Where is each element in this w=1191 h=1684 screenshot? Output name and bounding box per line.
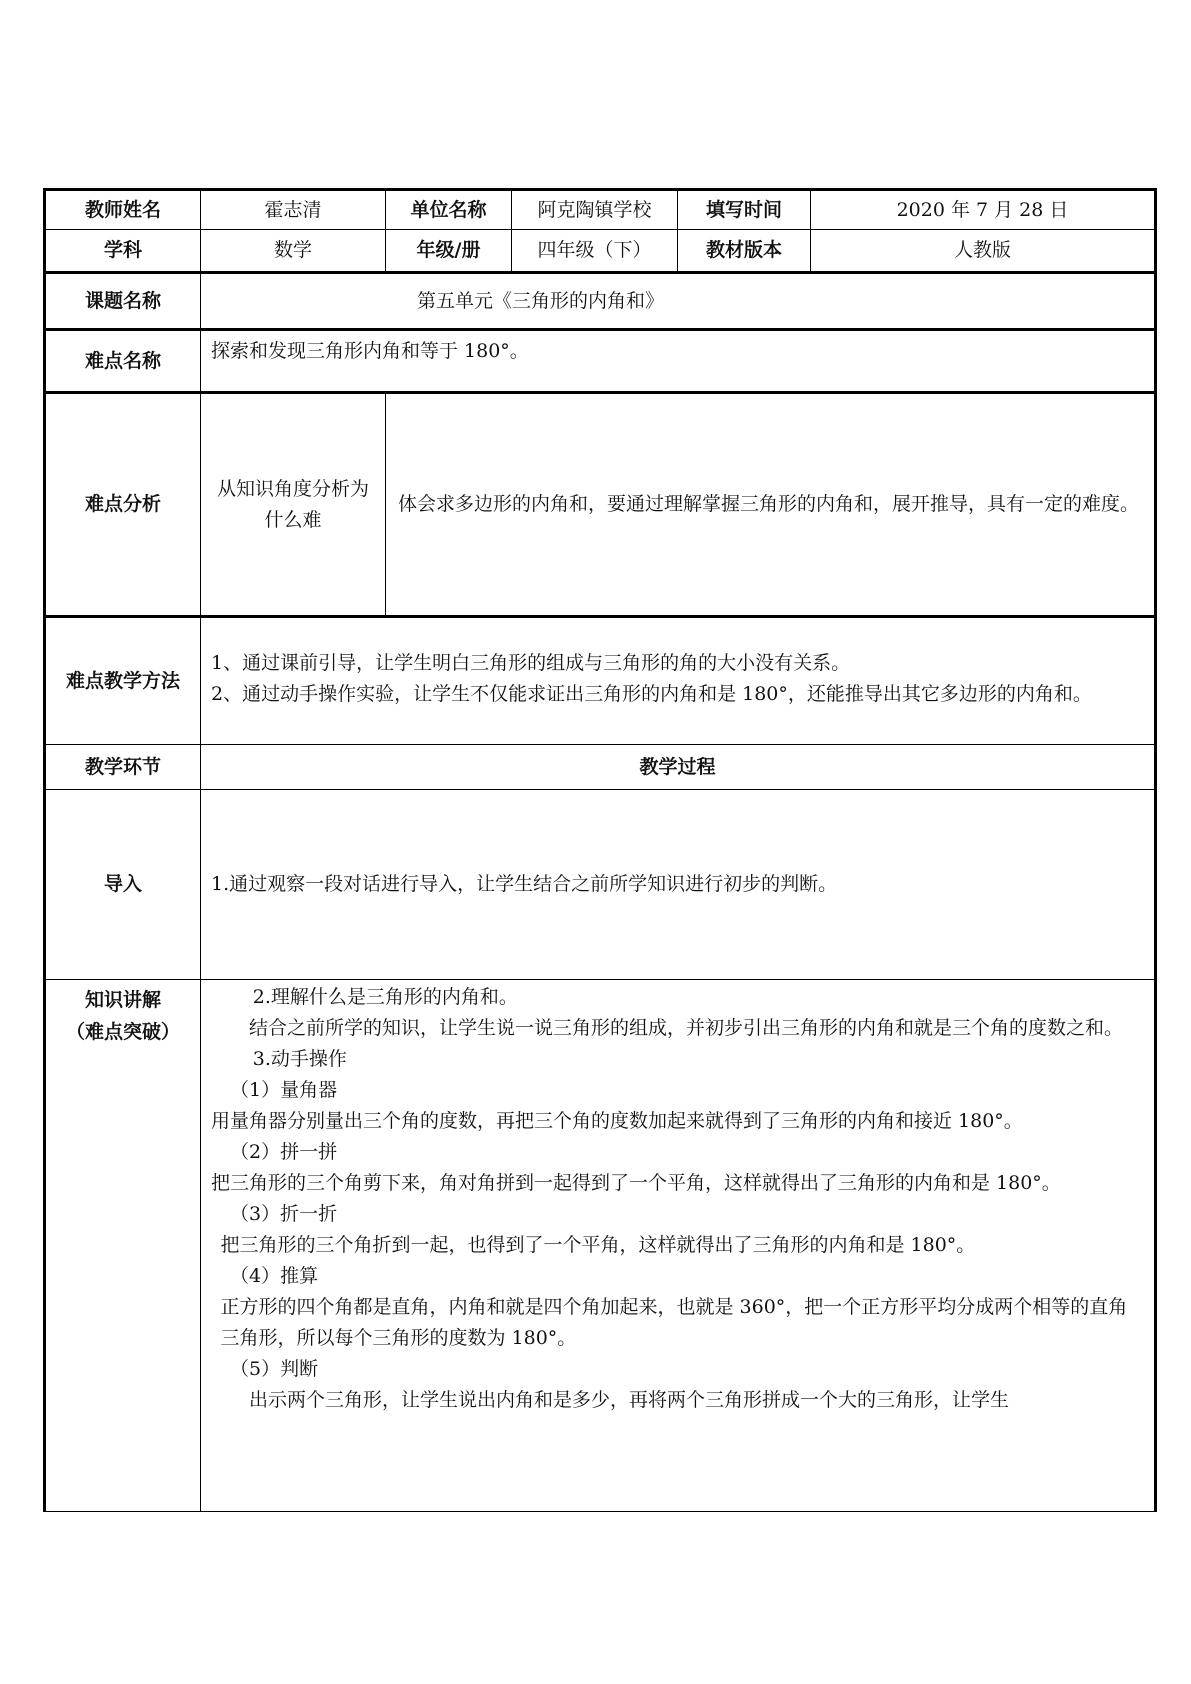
- knowledge-p9: 把三角形的三个角折到一起，也得到了一个平角，这样就得出了三角形的内角和是 180°。: [220, 1234, 976, 1256]
- knowledge-p1: 2.理解什么是三角形的内角和。: [252, 986, 518, 1008]
- teacher-name-value: 霍志清: [201, 190, 386, 230]
- method-row: [45, 617, 1156, 745]
- knowledge-p7: 把三角形的三个角剪下来，角对角拼到一起得到了一个平角，这样就得出了三角形的内角和是 180°。: [211, 1172, 1061, 1194]
- knowledge-p5: 用量角器分别量出三个角的度数，再把三个角的度数加起来就得到了三角形的内角和接近 180°。: [211, 1110, 1023, 1132]
- knowledge-p6: （2）拼一拼: [230, 1141, 338, 1163]
- analysis-row: [45, 393, 1156, 617]
- knowledge-p10: （4）推算: [230, 1265, 319, 1287]
- knowledge-content: [201, 980, 1156, 1512]
- lesson-plan-sheet: [43, 188, 1154, 1512]
- knowledge-row: [45, 980, 1156, 1512]
- topic-value: 第五单元《三角形的内角和》: [201, 273, 1156, 330]
- header-row-2: [45, 230, 1156, 273]
- knowledge-p2: 结合之前所学的知识，让学生说一说三角形的组成，并初步引出三角形的内角和就是三个角的度数之和。: [249, 1017, 1124, 1039]
- knowledge-label-line-1: 知识讲解: [84, 989, 161, 1011]
- knowledge-p12: （5）判断: [230, 1358, 319, 1380]
- analysis-label: 难点分析: [45, 393, 201, 617]
- process-stage-label: 教学环节: [45, 745, 201, 790]
- topic-label: 课题名称: [45, 273, 201, 330]
- knowledge-p8: （3）折一折: [230, 1203, 338, 1225]
- difficulty-row: [45, 330, 1156, 393]
- unit-name-label: 单位名称: [386, 190, 512, 230]
- method-content: [201, 617, 1156, 745]
- knowledge-p11: 正方形的四个角都是直角，内角和就是四个角加起来，也就是 360°，把一个正方形平均分成两个相等的直角三角形，所以每个三角形的度数为 180°。: [220, 1296, 1128, 1349]
- knowledge-label-line-2: （难点突破）: [65, 1021, 180, 1043]
- knowledge-p4: （1）量角器: [230, 1079, 338, 1101]
- difficulty-value: 探索和发现三角形内角和等于 180°。: [201, 330, 1156, 393]
- method-line-1: 1、通过课前引导，让学生明白三角形的组成与三角形的角的大小没有关系。: [211, 652, 851, 674]
- subject-value: 数学: [201, 230, 386, 273]
- topic-row: [45, 273, 1156, 330]
- lesson-plan-table: [43, 188, 1157, 1512]
- analysis-value: 体会求多边形的内角和，要通过理解掌握三角形的内角和，展开推导，具有一定的难度。: [386, 393, 1156, 617]
- analysis-sub-label: 从知识角度分析为什么难: [201, 393, 386, 617]
- subject-label: 学科: [45, 230, 201, 273]
- process-header-row: [45, 745, 1156, 790]
- process-header-value: 教学过程: [201, 745, 1156, 790]
- unit-name-value: 阿克陶镇学校: [512, 190, 678, 230]
- knowledge-label: [45, 980, 201, 1512]
- teacher-name-label: 教师姓名: [45, 190, 201, 230]
- method-line-2: 2、通过动手操作实验，让学生不仅能求证出三角形的内角和是 180°，还能推导出其它多边形的内角和。: [211, 683, 1092, 705]
- difficulty-label: 难点名称: [45, 330, 201, 393]
- method-label: 难点教学方法: [45, 617, 201, 745]
- header-row-1: [45, 190, 1156, 230]
- intro-row: [45, 790, 1156, 980]
- knowledge-p3: 3.动手操作: [252, 1048, 347, 1070]
- knowledge-p13: 出示两个三角形，让学生说出内角和是多少，再将两个三角形拼成一个大的三角形，让学生: [249, 1389, 1010, 1411]
- grade-value: 四年级（下）: [512, 230, 678, 273]
- edition-value: 人教版: [811, 230, 1156, 273]
- fill-date-label: 填写时间: [678, 190, 811, 230]
- grade-label: 年级/册: [386, 230, 512, 273]
- intro-value: 1.通过观察一段对话进行导入，让学生结合之前所学知识进行初步的判断。: [201, 790, 1156, 980]
- edition-label: 教材版本: [678, 230, 811, 273]
- fill-date-value: 2020 年 7 月 28 日: [811, 190, 1156, 230]
- intro-label: 导入: [45, 790, 201, 980]
